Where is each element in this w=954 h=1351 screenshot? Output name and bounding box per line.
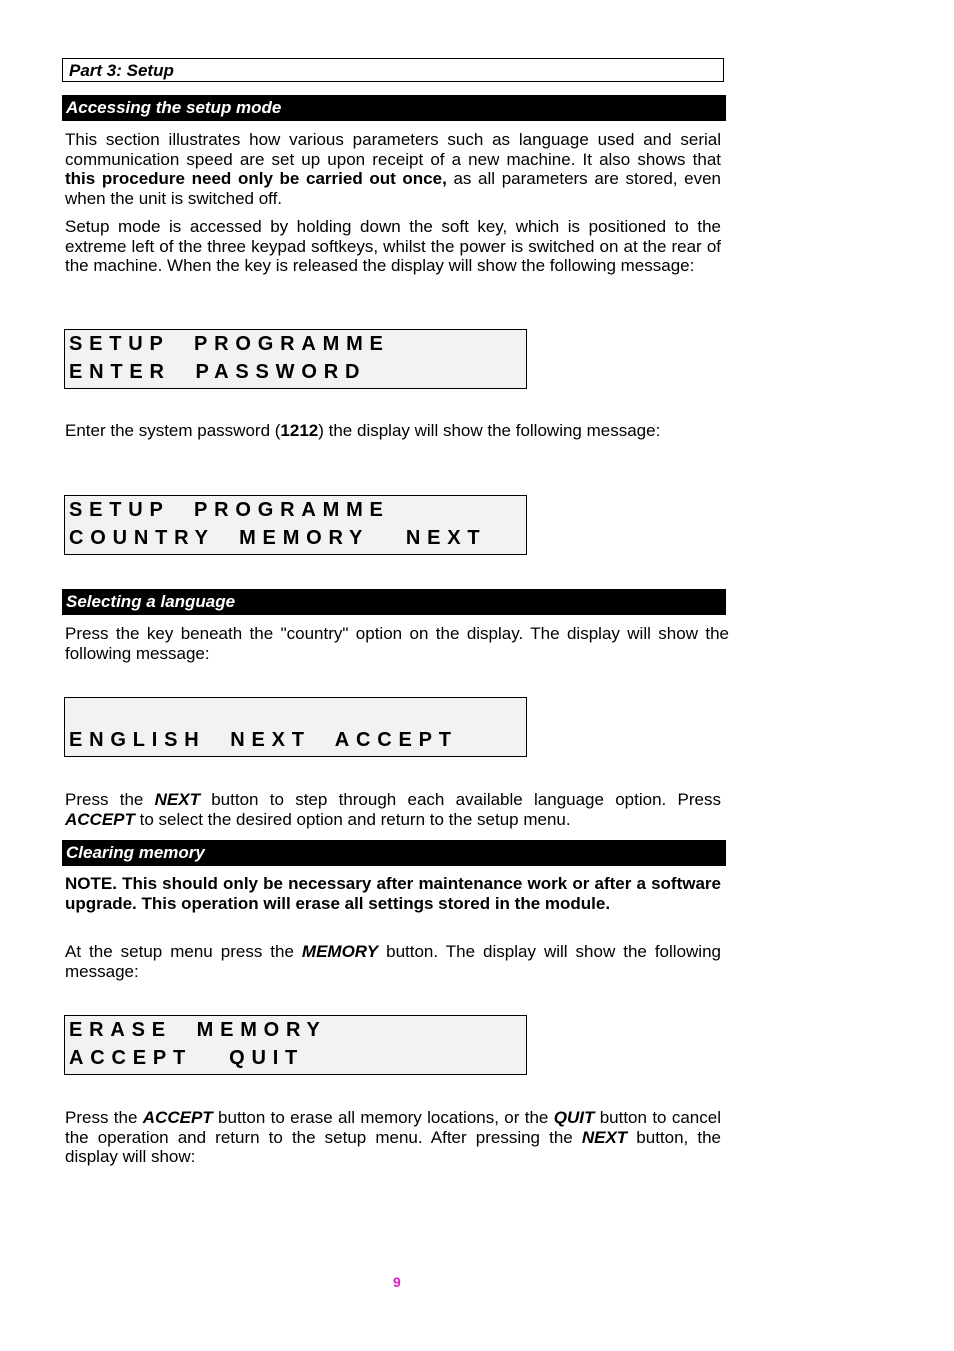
- lcd-line-1: ERASE MEMORY: [69, 1019, 327, 1041]
- lcd-display-language: [64, 697, 527, 757]
- intro-paragraph: [65, 130, 721, 208]
- password-text-a: Enter the system password (: [65, 421, 281, 440]
- text-span: Press the: [65, 790, 155, 809]
- text-span: At the setup menu press the: [65, 942, 302, 961]
- section-heading-clearing: Clearing memory: [62, 840, 726, 866]
- lcd-line-2: ACCEPT QUIT: [69, 1047, 305, 1069]
- language-paragraph: Press the key beneath the "country" option on the display. The display will show the following message:: [65, 624, 729, 663]
- intro-emphasis: this procedure need only be carried out once,: [65, 169, 447, 188]
- password-text-c: ) the display will show the following message:: [318, 421, 661, 440]
- lcd-line-1: SETUP PROGRAMME: [69, 499, 390, 521]
- text-span: button to step through each available language option. Press: [199, 790, 721, 809]
- text-span: button to cancel the operation and return to the setup menu. After pressing the: [65, 1108, 721, 1147]
- lcd-line-1: SETUP PROGRAMME: [69, 333, 390, 355]
- page-number: 9: [393, 1274, 401, 1290]
- memory-paragraph: [65, 942, 721, 981]
- quit-keyword: QUIT: [553, 1108, 595, 1127]
- password-value: 1212: [280, 421, 319, 440]
- text-span: Press the: [65, 1108, 143, 1127]
- erase-paragraph: [65, 1108, 721, 1167]
- lcd-display-password: [64, 329, 527, 389]
- section-heading-accessing: Accessing the setup mode: [62, 95, 726, 121]
- accept-keyword: ACCEPT: [65, 809, 135, 829]
- memory-keyword: MEMORY: [301, 942, 379, 961]
- lcd-display-erase: [64, 1015, 527, 1075]
- language-next-paragraph: [65, 790, 721, 829]
- note-paragraph: NOTE. This should only be necessary after maintenance work or after a software upgrade. This operation will erase all settings stored in the module.: [65, 874, 721, 913]
- text-span: button to erase all memory locations, or the: [212, 1108, 554, 1127]
- setup-access-paragraph: Setup mode is accessed by holding down the soft key, which is positioned to the extreme left of the three keypad softkeys, whilst the power is switched on at the rear of the machine. When the key is released the display will show the following message:: [65, 217, 721, 275]
- password-paragraph: [65, 421, 721, 441]
- text-span: to select the desired option and return to the setup menu.: [134, 809, 571, 829]
- accept-keyword: ACCEPT: [142, 1108, 213, 1127]
- section-heading-language: Selecting a language: [62, 589, 726, 615]
- intro-text-a: This section illustrates how various parameters such as language used and serial communication speed are set up upon receipt of a new machine. It also shows that: [65, 130, 721, 169]
- lcd-display-setup-menu: [64, 495, 527, 555]
- next-keyword: NEXT: [581, 1127, 628, 1147]
- intro-text-c: as all parameters are stored, even when the unit is switched off.: [65, 169, 722, 208]
- text-span: button, the display will show:: [65, 1127, 721, 1166]
- text-span: button. The display will show the following message:: [65, 942, 721, 981]
- lcd-line-2: COUNTRY MEMORY NEXT: [69, 527, 487, 549]
- next-keyword: NEXT: [154, 790, 200, 809]
- part-title: Part 3: Setup: [62, 58, 724, 82]
- lcd-line-2: ENGLISH NEXT ACCEPT: [69, 729, 458, 751]
- lcd-line-2: ENTER PASSWORD: [69, 361, 367, 383]
